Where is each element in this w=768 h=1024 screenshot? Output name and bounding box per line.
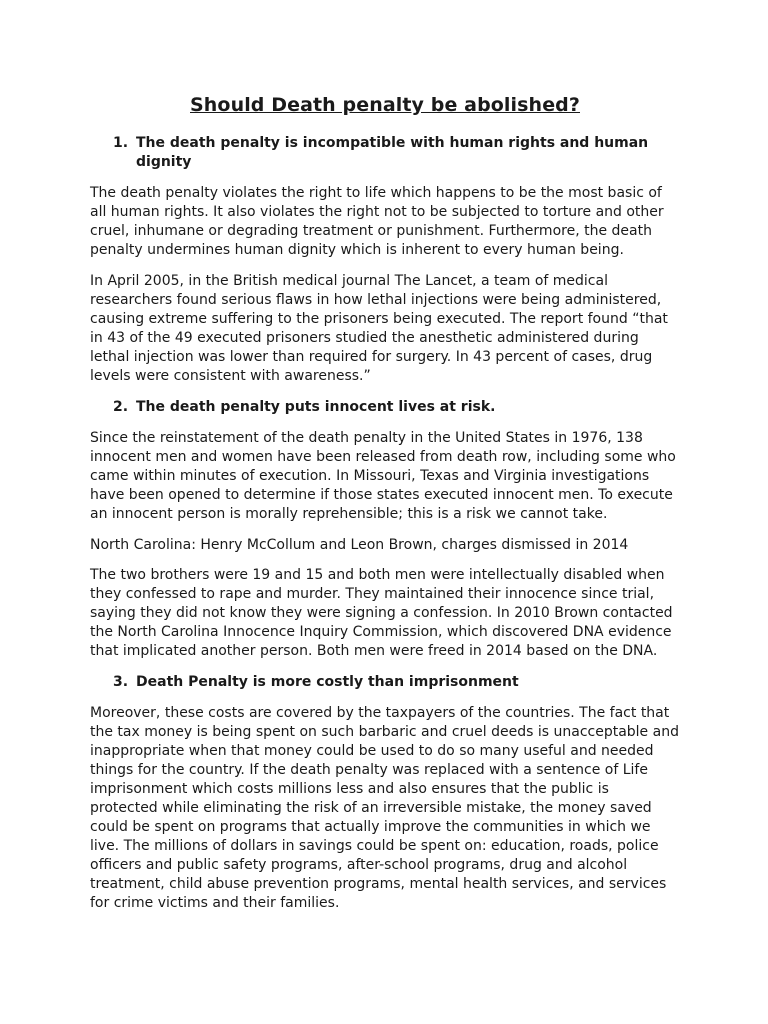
section-number: 3. — [113, 674, 129, 690]
paragraph: Since the reinstatement of the death penalty in the United States in 1976, 138 innocent men and women have been released from death row, including some who came within minutes of execution. In Missouri, Texas and Virginia investigations have been opened to determine if those states executed innocent men. To execute an innocent person is morally reprehensible; this is a risk we cannot take. — [90, 430, 676, 522]
paragraph: The death penalty violates the right to life which happens to be the most basic of all human rights. It also violates the right not to be subjected to torture and other cruel, inhumane or degrading treatment or punishment. Furthermore, the death penalty undermines human dignity which is inherent to every human being. — [90, 185, 664, 258]
section-number: 2. — [113, 399, 129, 415]
section-heading-text: Death Penalty is more costly than imprisonment — [136, 674, 519, 690]
paragraph: In April 2005, in the British medical journal The Lancet, a team of medical researchers found serious flaws in how lethal injections were being administered, causing extreme suffering to the prisoners being executed. The report found “that in 43 of the 49 executed prisoners studied the anesthetic administered during lethal injection was lower than required for surgery. In 43 percent of cases, drug levels were consistent with awareness.” — [90, 273, 668, 384]
section-3 — [90, 673, 680, 913]
section-heading-text: The death penalty puts innocent lives at risk. — [136, 399, 496, 415]
section-heading — [90, 673, 680, 692]
section-1 — [90, 134, 680, 386]
page-title: Should Death penalty be abolished? — [190, 94, 580, 116]
paragraph: Moreover, these costs are covered by the taxpayers of the countries. The fact that the tax money is being spent on such barbaric and cruel deeds is unacceptable and inappropriate when that money could be used to do so many useful and needed things for the country. If the death penalty was replaced with a sentence of Life imprisonment which costs millions less and also ensures that the public is protected while eliminating the risk of an irreversible mistake, the money saved could be spent on programs that actually improve the communities in which we live. The millions of dollars in savings could be spent on: education, roads, police officers and public safety programs, after-school programs, drug and alcohol treatment, child abuse prevention programs, mental health services, and services for crime victims and their families. — [90, 705, 679, 911]
section-heading-text: The death penalty is incompatible with human rights and human dignity — [136, 135, 649, 170]
section-2 — [90, 398, 680, 661]
case-title: North Carolina: Henry McCollum and Leon Brown, charges dismissed in 2014 — [90, 537, 629, 553]
section-number: 1. — [113, 135, 129, 151]
paragraph: The two brothers were 19 and 15 and both men were intellectually disabled when they confessed to rape and murder. They maintained their innocence since trial, saying they did not know they were signing a confession. In 2010 Brown contacted the North Carolina Innocence Inquiry Commission, which discovered DNA evidence that implicated another person. Both men were freed in 2014 based on the DNA. — [90, 567, 673, 659]
section-heading — [90, 398, 680, 417]
section-heading — [90, 134, 680, 172]
document-page — [90, 93, 680, 925]
